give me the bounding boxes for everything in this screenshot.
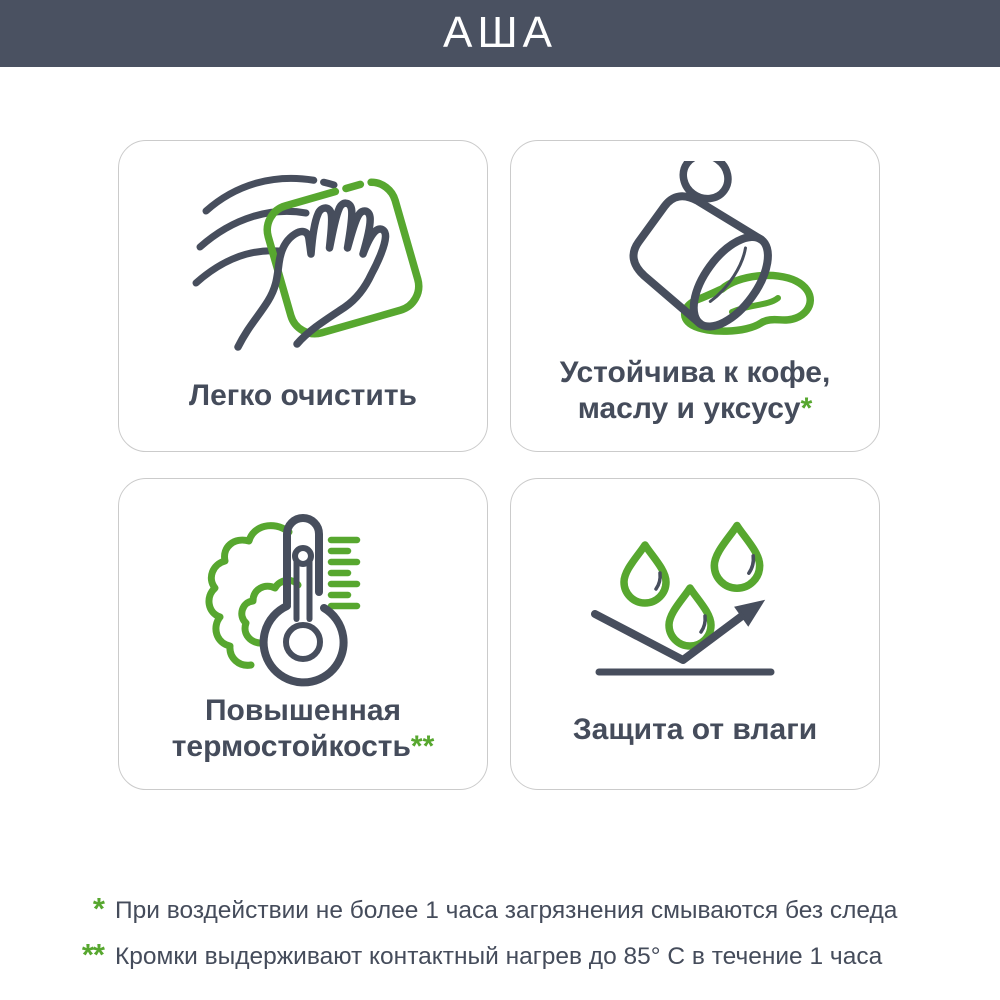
label-line: термостойкость** [171,730,435,763]
brand-title: АША [442,7,558,57]
label-line: Защита от влаги [572,713,818,746]
label-line: Повышенная [204,694,402,727]
label-line: Устойчива к кофе, [559,356,831,389]
icon-area [119,479,487,693]
card-stain-resistant [510,140,880,452]
footnote-marker: * [92,891,104,926]
asterisk-marker: ** [410,730,435,763]
asterisk-marker: * [800,392,813,425]
label-line: маслу и уксусу* [577,392,813,425]
footnote-row [58,937,897,973]
thermometer-steam-icon [203,494,403,689]
card-easy-clean [118,140,488,452]
water-drops-repel-icon [585,500,805,685]
header-bar [0,0,1000,67]
features-grid [118,140,880,790]
icon-area [511,479,879,695]
card-label [189,361,417,431]
footnote-text: Кромки выдерживают контактный нагрев до 85° С в течение 1 часа [115,943,883,970]
footnotes [58,891,898,973]
card-heat-resistant [118,478,488,790]
card-label [560,355,831,427]
spilled-cup-icon [570,161,820,346]
footnote-marker: ** [81,937,104,972]
footnote-text: При воздействии не более 1 часа загрязнения смываются без следа [115,897,898,924]
footnote-row [58,891,898,927]
card-label [573,695,817,765]
icon-area [511,141,879,355]
wipe-hand-icon [178,151,428,361]
card-moisture-protection [510,478,880,790]
label-line: Легко очистить [189,379,417,412]
icon-area [119,141,487,361]
card-label [172,693,435,765]
